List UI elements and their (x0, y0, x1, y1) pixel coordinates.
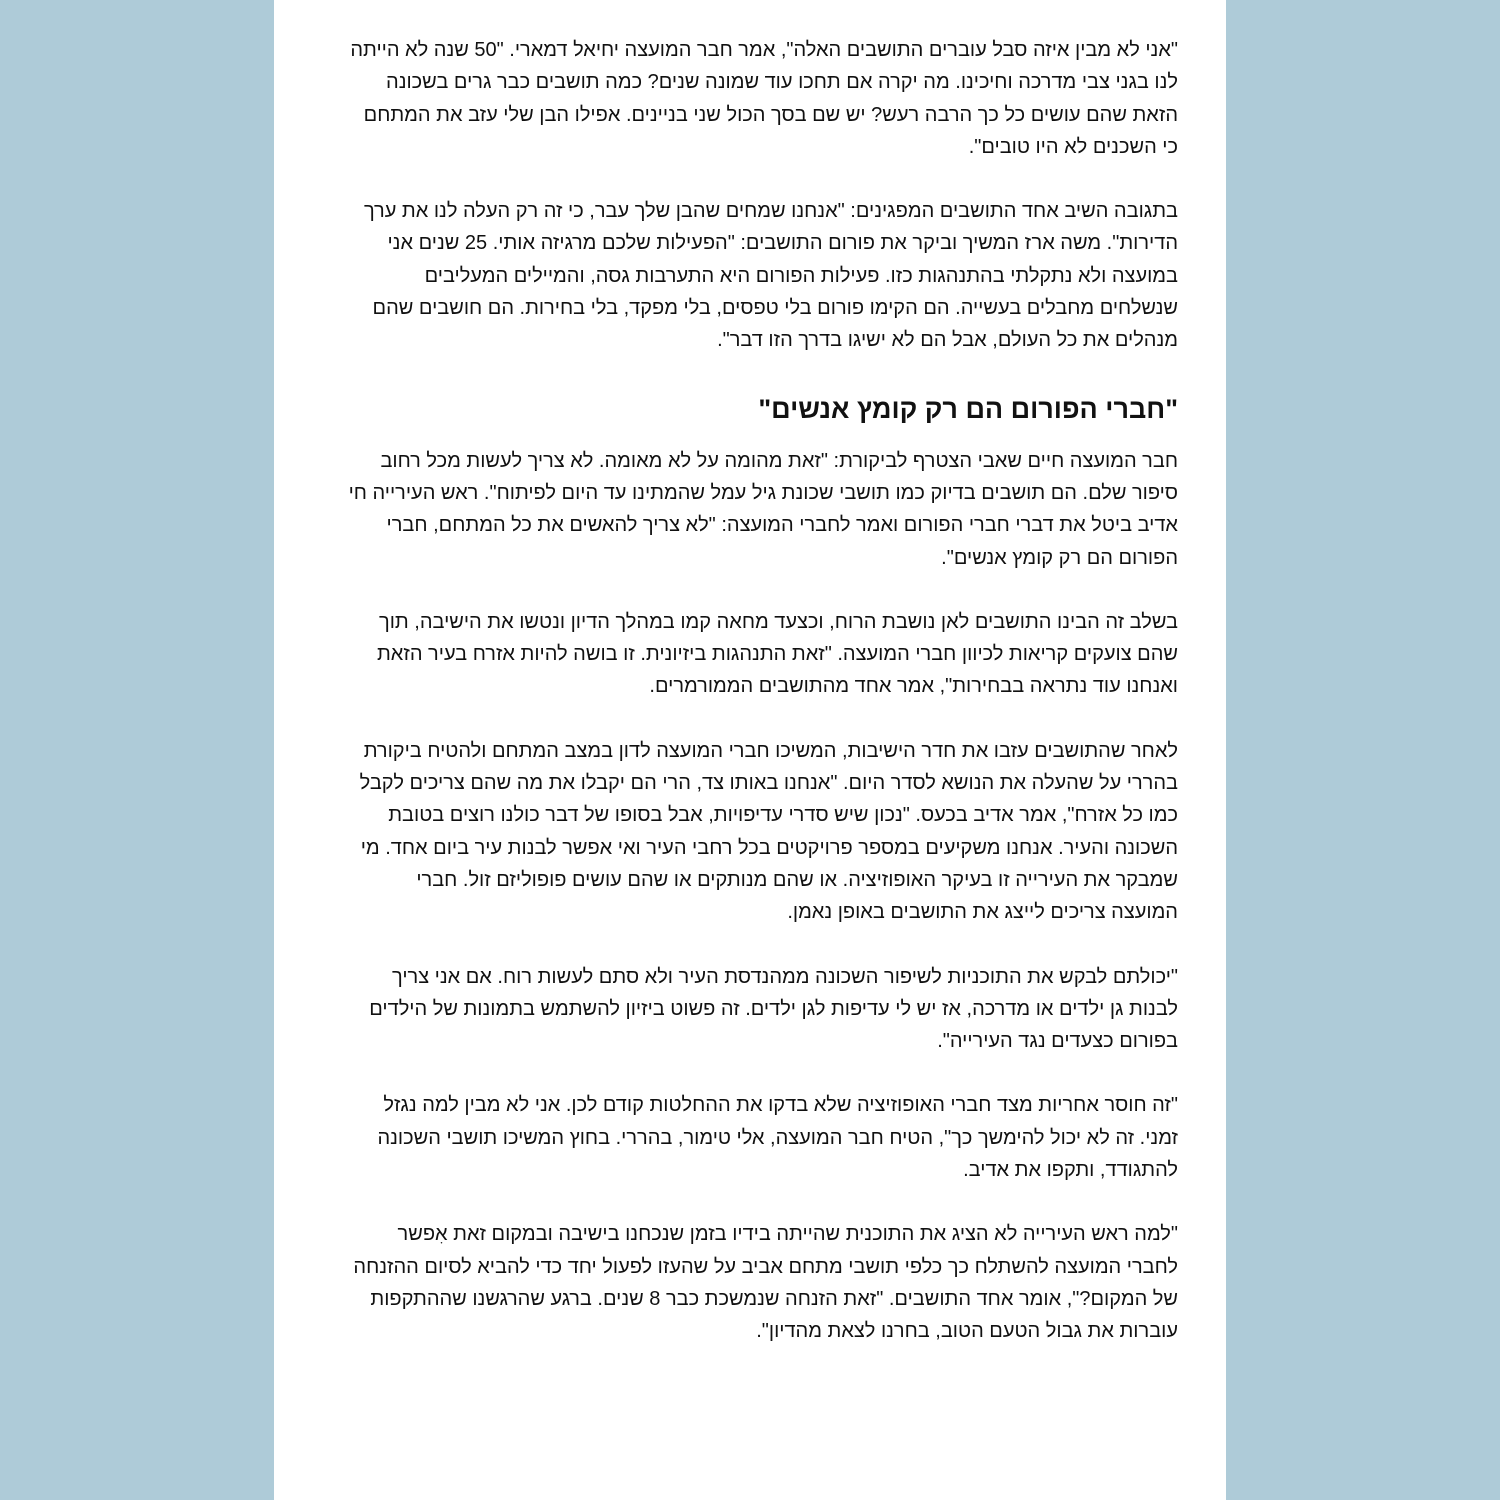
paragraph-timor-quote: "זה חוסר אחריות מצד חברי האופוזיציה שלא בדקו את ההחלטות קודם לכן. אני לא מבין למה נגזל זמני. זה לא יכול להימשך כך", הטיח חבר המועצה, אלי טימור, בהררי. בחוץ המשיכו תושבי השכונה להתגודד, ותקפו את אדיב. (377, 1094, 1178, 1182)
paragraph-shabi-criticism: חבר המועצה חיים שאבי הצטרף לביקורת: "זאת מהומה על לא מאומה. לא צריך לעשות מכל רחוב סיפור שלם. הם תושבים בדיוק כמו תושבי שכונת גיל עמל שהמתינו עד היום לפיתוח". ראש העירייה חי אדיב ביטל את דברי חברי הפורום ואמר לחברי המועצה: "לא צריך להאשים את כל המתחם, חברי הפורום הם רק קומץ אנשים". (348, 449, 1178, 569)
section-heading: "חברי הפורום הם רק קומץ אנשים" (758, 393, 1178, 424)
paragraph-council-continues: לאחר שהתושבים עזבו את חדר הישיבות, המשיכו חברי המועצה לדון במצב המתחם ולהטיח ביקורת בהררי על שהעלה את הנושא לסדר היום. "אנחנו באותו צד, הרי הם יקבלו את מה שהם צריכים לקבל כמו כל אזרח", אמר אדיב בכעס. "נכון שיש סדרי עדיפויות, אבל בסופו של דבר כולנו רוצים בטובת השכונה והעיר. אנחנו משקיעים במספר פרויקטים בכל רחבי העיר ואי אפשר לבנות עיר ביום אחד. מי שמבקר את העירייה זו בעיקר האופוזיציה. או שהם מנותקים או שהם עושים פופוליזם זול. חברי המועצה צריכים לייצג את התושבים באופן נאמן. (359, 739, 1178, 924)
paragraph-plans-quote: "יכולתם לבקש את התוכניות לשיפור השכונה ממהנדסת העיר ולא סתם לעשות רוח. אם אני צריך לבנות גן ילדים או מדרכה, אז יש לי עדיפות לגן ילדים. זה פשוט ביזיון להשתמש בתמונות של הילדים בפורום כצעדים נגד העירייה". (369, 965, 1178, 1053)
paragraph-damari-quote: "אני לא מבין איזה סבל עוברים התושבים האלה", אמר חבר המועצה יחיאל דמארי. "50 שנה לא הייתה לנו בגני צבי מדרכה וחיכינו. מה יקרה אם תחכו עוד שמונה שנים? כמה תושבים כבר גרים בשכונה הזאת שהם עושים כל כך הרבה רעש? יש שם בסך הכול שני בניינים. אפילו הבן שלי עזב את המתחם כי השכנים לא היו טובים". (350, 39, 1178, 158)
paragraph-resident-response: בתגובה השיב אחד התושבים המפגינים: "אנחנו שמחים שהבן שלך עבר, כי זה רק העלה לנו את ערך הדירות". משה ארז המשיך וביקר את פורום התושבים: "הפעילות שלכם מרגיזה אותי. 25 שנים אני במועצה ולא נתקלתי בהתנהגות כזו. פעילות הפורום היא התערבות גסה, והמיילים המעליבים שנשלחים מחבלים בעשייה. הם הקימו פורום בלי טפסים, בלי מפקד, בלי בחירות. הם חושבים שהם מנהלים את כל העולם, אבל הם לא ישיגו בדרך הזו דבר". (363, 200, 1178, 352)
article-body (344, 34, 1178, 1348)
paragraph-residents-walkout: בשלב זה הבינו התושבים לאן נושבת הרוח, וכצעד מחאה קמו במהלך הדיון ונטשו את הישיבה, תוך שהם צועקים קריאות לכיוון חברי המועצה. "זאת התנהגות ביזיונית. זו בושה להיות אזרח בעיר הזאת ואנחנו עוד נתראה בבחירות", אמר אחד מהתושבים הממורמרים. (376, 610, 1178, 698)
document-page (274, 0, 1226, 1500)
paragraph-resident-closing-quote: "למה ראש העירייה לא הציג את התוכנית שהייתה בידיו בזמן שנכחנו בישיבה ובמקום זאת אִפשר לחברי המועצה להשתלח כך כלפי תושבי מתחם אביב על שהעזו לפעול יחד כדי להביא לסיום ההזנחה של המקום?", אומר אחד התושבים. "זאת הזנחה שנמשכת כבר 8 שנים. ברגע שהרגשנו שההתקפות עוברות את גבול הטעם הטוב, בחרנו לצאת מהדיון". (353, 1223, 1178, 1343)
